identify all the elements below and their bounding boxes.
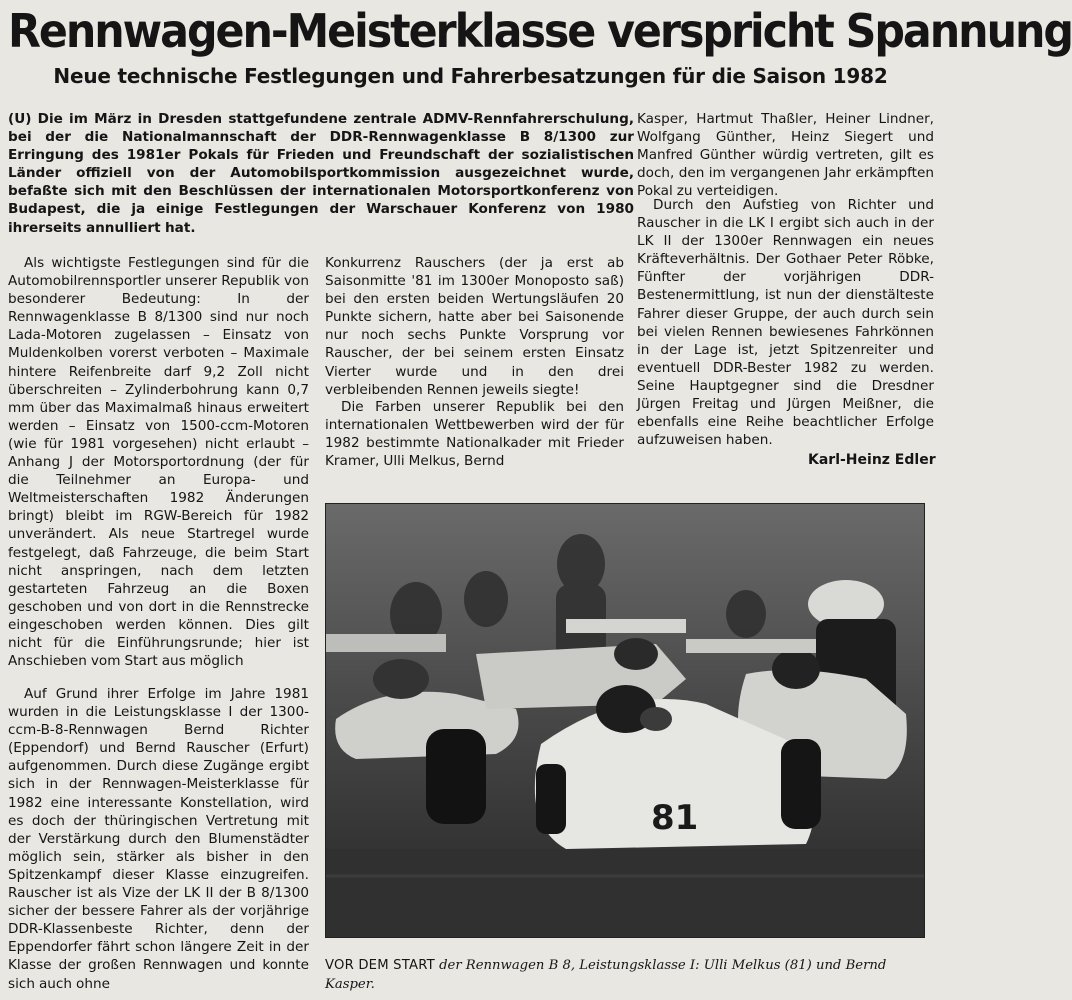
column2-paragraph2: Die Farben unserer Republik bei den internationalen Wettbewerben wird der für 1982 bestimmte Nationalkader mit Frieder Kramer, Ulli Melkus, Bernd: [325, 399, 624, 470]
subheadline: Neue technische Festlegungen und Fahrerbesatzungen für die Saison 1982: [53, 64, 888, 88]
caption-lead: VOR DEM START: [325, 958, 435, 973]
photo-caption: [325, 956, 935, 994]
race-cars-photo: [325, 503, 925, 938]
headline: Rennwagen-Meisterklasse verspricht Spannung: [8, 4, 1072, 58]
lead-paragraph: (U) Die im März in Dresden stattgefundene zentrale ADMV-Rennfahrerschulung, bei der die Nationalmannschaft der DDR-Rennwagenklasse B 8/1300 zur Erringung des 1981er Pokals für Frieden und Freundschaft der sozialistischen Länder offiziell von der Automobilsportkommission ausgezeichnet wurde, befaßte sich mit den Beschlüssen der internationalen Motorsportkonferenz von Budapest, die ja einige Festlegungen der Warschauer Konferenz von 1980 ihrerseits annulliert hat.: [8, 111, 634, 236]
caption-text: der Rennwagen B 8, Leistungsklasse I: Ulli Melkus (81) und Bernd Kasper.: [325, 958, 887, 992]
car-number: 81: [651, 798, 699, 838]
column2-paragraph1: Konkurrenz Rauschers (der ja erst ab Saisonmitte '81 im 1300er Monoposto saß) bei den ersten beiden Wertungsläufen 20 Punkte sichern, hatte aber bei Saisonende nur noch sechs Punkte Vorsprung vor Rauscher, der bei seinem ersten Einsatz Vierter wurde und in den drei verbleibenden Rennen jeweils siegte!: [325, 255, 624, 398]
column3-paragraph2: Durch den Aufstieg von Richter und Rauscher in die LK I ergibt sich auch in der LK II der 1300er Rennwagen ein neues Kräfteverhältnis. Der Gothaer Peter Röbke, Fünfter der vorjährigen DDR-Bestenermittlung, ist nun der dienstälteste Fahrer dieser Gruppe, der auch durch sein bei vielen Rennen bewiesenes Fahrkönnen in der Lage ist, jetzt Spitzenreiter und eventuell DDR-Bester 1982 zu werden. Seine Hauptgegner sind die Dresdner Jürgen Freitag und Jürgen Meißner, die ebenfalls eine Reihe beachtlicher Erfolge aufzuweisen haben.: [637, 197, 934, 449]
column3-paragraph1: Kasper, Hartmut Thaßler, Heiner Lindner, Wolfgang Günther, Heinz Siegert und Manfred Günther würdig vertreten, gilt es doch, den im vergangenen Jahr erkämpften Pokal zu verteidigen.: [637, 111, 934, 200]
column1-paragraph1: Als wichtigste Festlegungen sind für die Automobilrennsportler unserer Republik von besonderer Bedeutung: In der Rennwagenklasse B 8/1300 sind nur noch Lada-Motoren zugelassen – Einsatz von Muldenkolben vorerst verboten – Maximale hintere Reifenbreite darf 9,2 Zoll nicht überschreiten – Zylinderbohrung kann 0,7 mm über das Maximalmaß hinaus erweitert werden – Einsatz von 1500-ccm-Motoren (wie für 1981 vorgesehen) nicht erlaubt – Anhang J der Motorsportordnung (der für die Teilnehmer an Europa- und Weltmeisterschaften 1982 Änderungen bringt) bleibt im RGW-Bereich für 1982 unverändert. Als neue Startregel wurde festgelegt, daß Fahrzeuge, die beim Start nicht anspringen, nach dem letzten gestarteten Fahrzeug an die Boxen geschoben und von dort in die Rennstrecke eingeschoben werden können. Dies gilt nicht für die Einführungsrunde; hier ist Anschieben vom Start aus möglich: [8, 255, 309, 670]
column1-paragraph2: Auf Grund ihrer Erfolge im Jahre 1981 wurden in die Leistungsklasse I der 1300-ccm-B-8-Rennwagen Bernd Richter (Eppendorf) und Bernd Rauscher (Erfurt) aufgenommen. Durch diese Zugänge ergibt sich in der Rennwagen-Meisterklasse für 1982 eine interessante Konstellation, wird es doch der thüringischen Vertretung mit der Verstärkung durch den Blumenstädter möglich sein, stärker als bisher in den Spitzenkampf dieser Klasse einzugreifen. Rauscher ist als Vize der LK II der B 8/1300 sicher der bessere Fahrer als der vorjährige DDR-Klassenbeste Richter, denn der Eppendorfer fährt schon längere Zeit in der Klasse der großen Rennwagen und konnte sich auch ohne: [8, 686, 309, 992]
race-cars-image: [326, 504, 924, 937]
author-byline: Karl-Heinz Edler: [808, 452, 936, 468]
